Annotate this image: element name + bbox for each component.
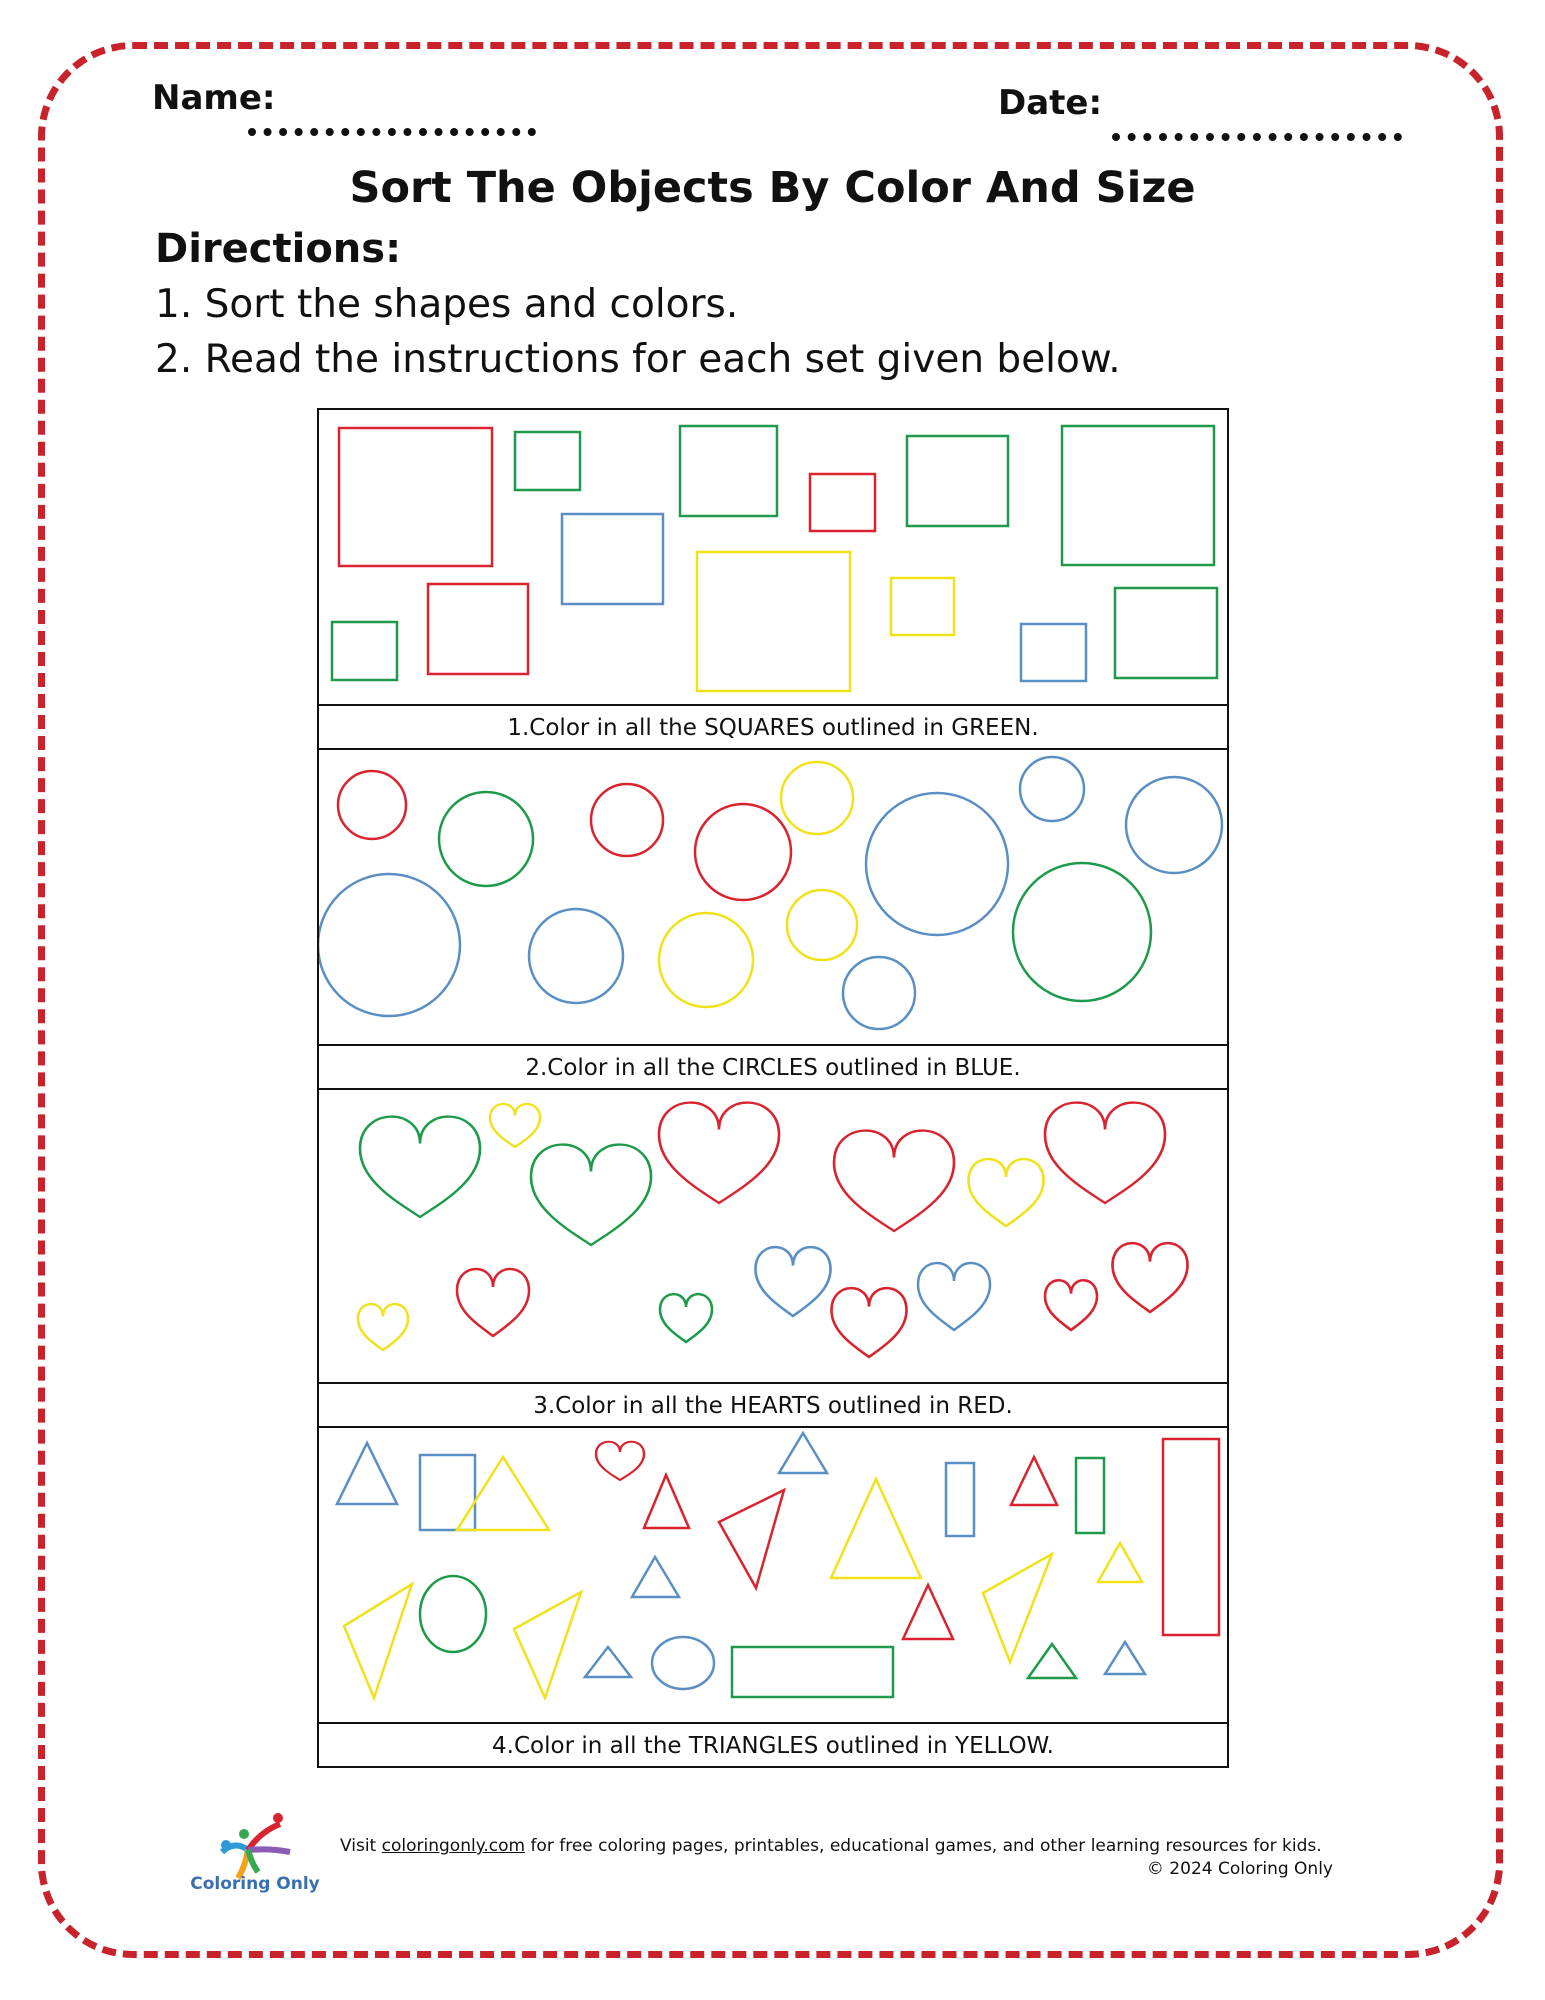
green-square[interactable]	[1062, 426, 1214, 565]
footer-suffix: for free coloring pages, printables, educational games, and other learning resources for kids.	[525, 1836, 1322, 1856]
green-square[interactable]	[907, 436, 1008, 526]
blue-circle[interactable]	[652, 1637, 714, 1689]
date-label: Date:	[998, 83, 1103, 123]
direction-step-1: 1. Sort the shapes and colors.	[155, 282, 739, 327]
red-square[interactable]	[339, 428, 492, 566]
hearts-drawing	[319, 1090, 1227, 1382]
yellow-circle[interactable]	[781, 762, 853, 834]
blue-triangle[interactable]	[585, 1647, 631, 1677]
yellow-heart[interactable]	[358, 1304, 408, 1350]
panel-3-caption: 3.Color in all the HEARTS outlined in RED.	[319, 1382, 1227, 1426]
green-square[interactable]	[680, 426, 777, 516]
green-circle[interactable]	[1013, 863, 1151, 1001]
green-circle[interactable]	[420, 1576, 486, 1652]
red-square[interactable]	[428, 584, 528, 674]
blue-circle[interactable]	[1020, 757, 1084, 821]
coloringonly-link[interactable]: coloringonly.com	[381, 1836, 526, 1856]
blue-circle[interactable]	[843, 957, 915, 1029]
footer-copyright: © 2024 Coloring Only	[1146, 1859, 1333, 1879]
footer-visit-text	[340, 1833, 1322, 1859]
yellow-triangle[interactable]	[344, 1584, 412, 1698]
logo-text: Coloring Only	[190, 1874, 320, 1894]
green-circle[interactable]	[439, 792, 533, 886]
yellow-triangle[interactable]	[457, 1457, 549, 1530]
squares-panel	[317, 408, 1229, 750]
red-heart[interactable]	[1113, 1243, 1188, 1312]
red-heart[interactable]	[659, 1103, 779, 1203]
blue-square[interactable]	[562, 514, 663, 604]
blue-rectangle[interactable]	[420, 1455, 475, 1530]
red-heart[interactable]	[832, 1288, 907, 1357]
red-heart[interactable]	[834, 1131, 954, 1231]
blue-heart[interactable]	[918, 1263, 990, 1330]
page-title: Sort The Objects By Color And Size	[349, 163, 1196, 213]
red-rectangle[interactable]	[1163, 1439, 1219, 1635]
blue-rectangle[interactable]	[946, 1463, 974, 1536]
yellow-square[interactable]	[891, 578, 954, 635]
blue-triangle[interactable]	[779, 1433, 827, 1473]
green-heart[interactable]	[660, 1294, 712, 1342]
circles-drawing	[319, 750, 1227, 1044]
blue-circle[interactable]	[319, 874, 460, 1016]
panel-2-caption: 2.Color in all the CIRCLES outlined in BLUE.	[319, 1044, 1227, 1088]
green-heart[interactable]	[360, 1117, 480, 1217]
yellow-triangle[interactable]	[1098, 1543, 1142, 1582]
yellow-square[interactable]	[697, 552, 850, 691]
direction-step-2: 2. Read the instructions for each set given below.	[155, 337, 1121, 382]
directions-heading: Directions:	[155, 226, 402, 272]
mixed-shapes-drawing	[319, 1428, 1227, 1722]
red-square[interactable]	[810, 474, 875, 531]
red-triangle[interactable]	[644, 1475, 689, 1528]
blue-circle[interactable]	[1126, 777, 1222, 873]
blue-square[interactable]	[1021, 624, 1086, 681]
red-heart[interactable]	[457, 1269, 529, 1336]
yellow-triangle[interactable]	[983, 1554, 1052, 1662]
red-triangle[interactable]	[903, 1585, 953, 1639]
green-triangle[interactable]	[1028, 1644, 1076, 1678]
yellow-circle[interactable]	[787, 890, 857, 960]
red-heart[interactable]	[1045, 1280, 1097, 1330]
blue-circle[interactable]	[866, 793, 1008, 935]
panel-1-caption: 1.Color in all the SQUARES outlined in GREEN.	[319, 704, 1227, 748]
squares-drawing	[319, 410, 1227, 704]
green-square[interactable]	[332, 622, 397, 680]
triangles-panel	[317, 1426, 1229, 1768]
red-triangle[interactable]	[1011, 1457, 1057, 1505]
green-rectangle[interactable]	[1076, 1458, 1104, 1533]
yellow-heart[interactable]	[490, 1104, 540, 1147]
yellow-circle[interactable]	[659, 913, 753, 1007]
red-triangle[interactable]	[719, 1490, 784, 1588]
red-circle[interactable]	[338, 771, 406, 839]
yellow-triangle[interactable]	[514, 1592, 581, 1698]
green-square[interactable]	[1115, 588, 1217, 678]
date-field[interactable]	[1112, 133, 1402, 141]
blue-heart[interactable]	[756, 1247, 831, 1316]
hearts-panel	[317, 1088, 1229, 1428]
red-circle[interactable]	[591, 784, 663, 856]
red-heart[interactable]	[1045, 1103, 1165, 1203]
blue-triangle[interactable]	[632, 1557, 679, 1597]
blue-circle[interactable]	[529, 909, 623, 1003]
red-circle[interactable]	[695, 804, 791, 900]
name-field[interactable]	[248, 128, 536, 136]
blue-triangle[interactable]	[337, 1443, 397, 1504]
yellow-triangle[interactable]	[831, 1479, 921, 1578]
panel-4-caption: 4.Color in all the TRIANGLES outlined in YELLOW.	[319, 1722, 1227, 1766]
name-label: Name:	[152, 78, 276, 118]
green-square[interactable]	[515, 432, 580, 490]
yellow-heart[interactable]	[969, 1159, 1044, 1226]
blue-triangle[interactable]	[1105, 1642, 1145, 1674]
green-heart[interactable]	[531, 1145, 651, 1245]
green-rectangle[interactable]	[732, 1647, 893, 1697]
circles-panel	[317, 748, 1229, 1090]
footer-prefix: Visit	[340, 1836, 382, 1856]
red-heart[interactable]	[596, 1442, 644, 1480]
